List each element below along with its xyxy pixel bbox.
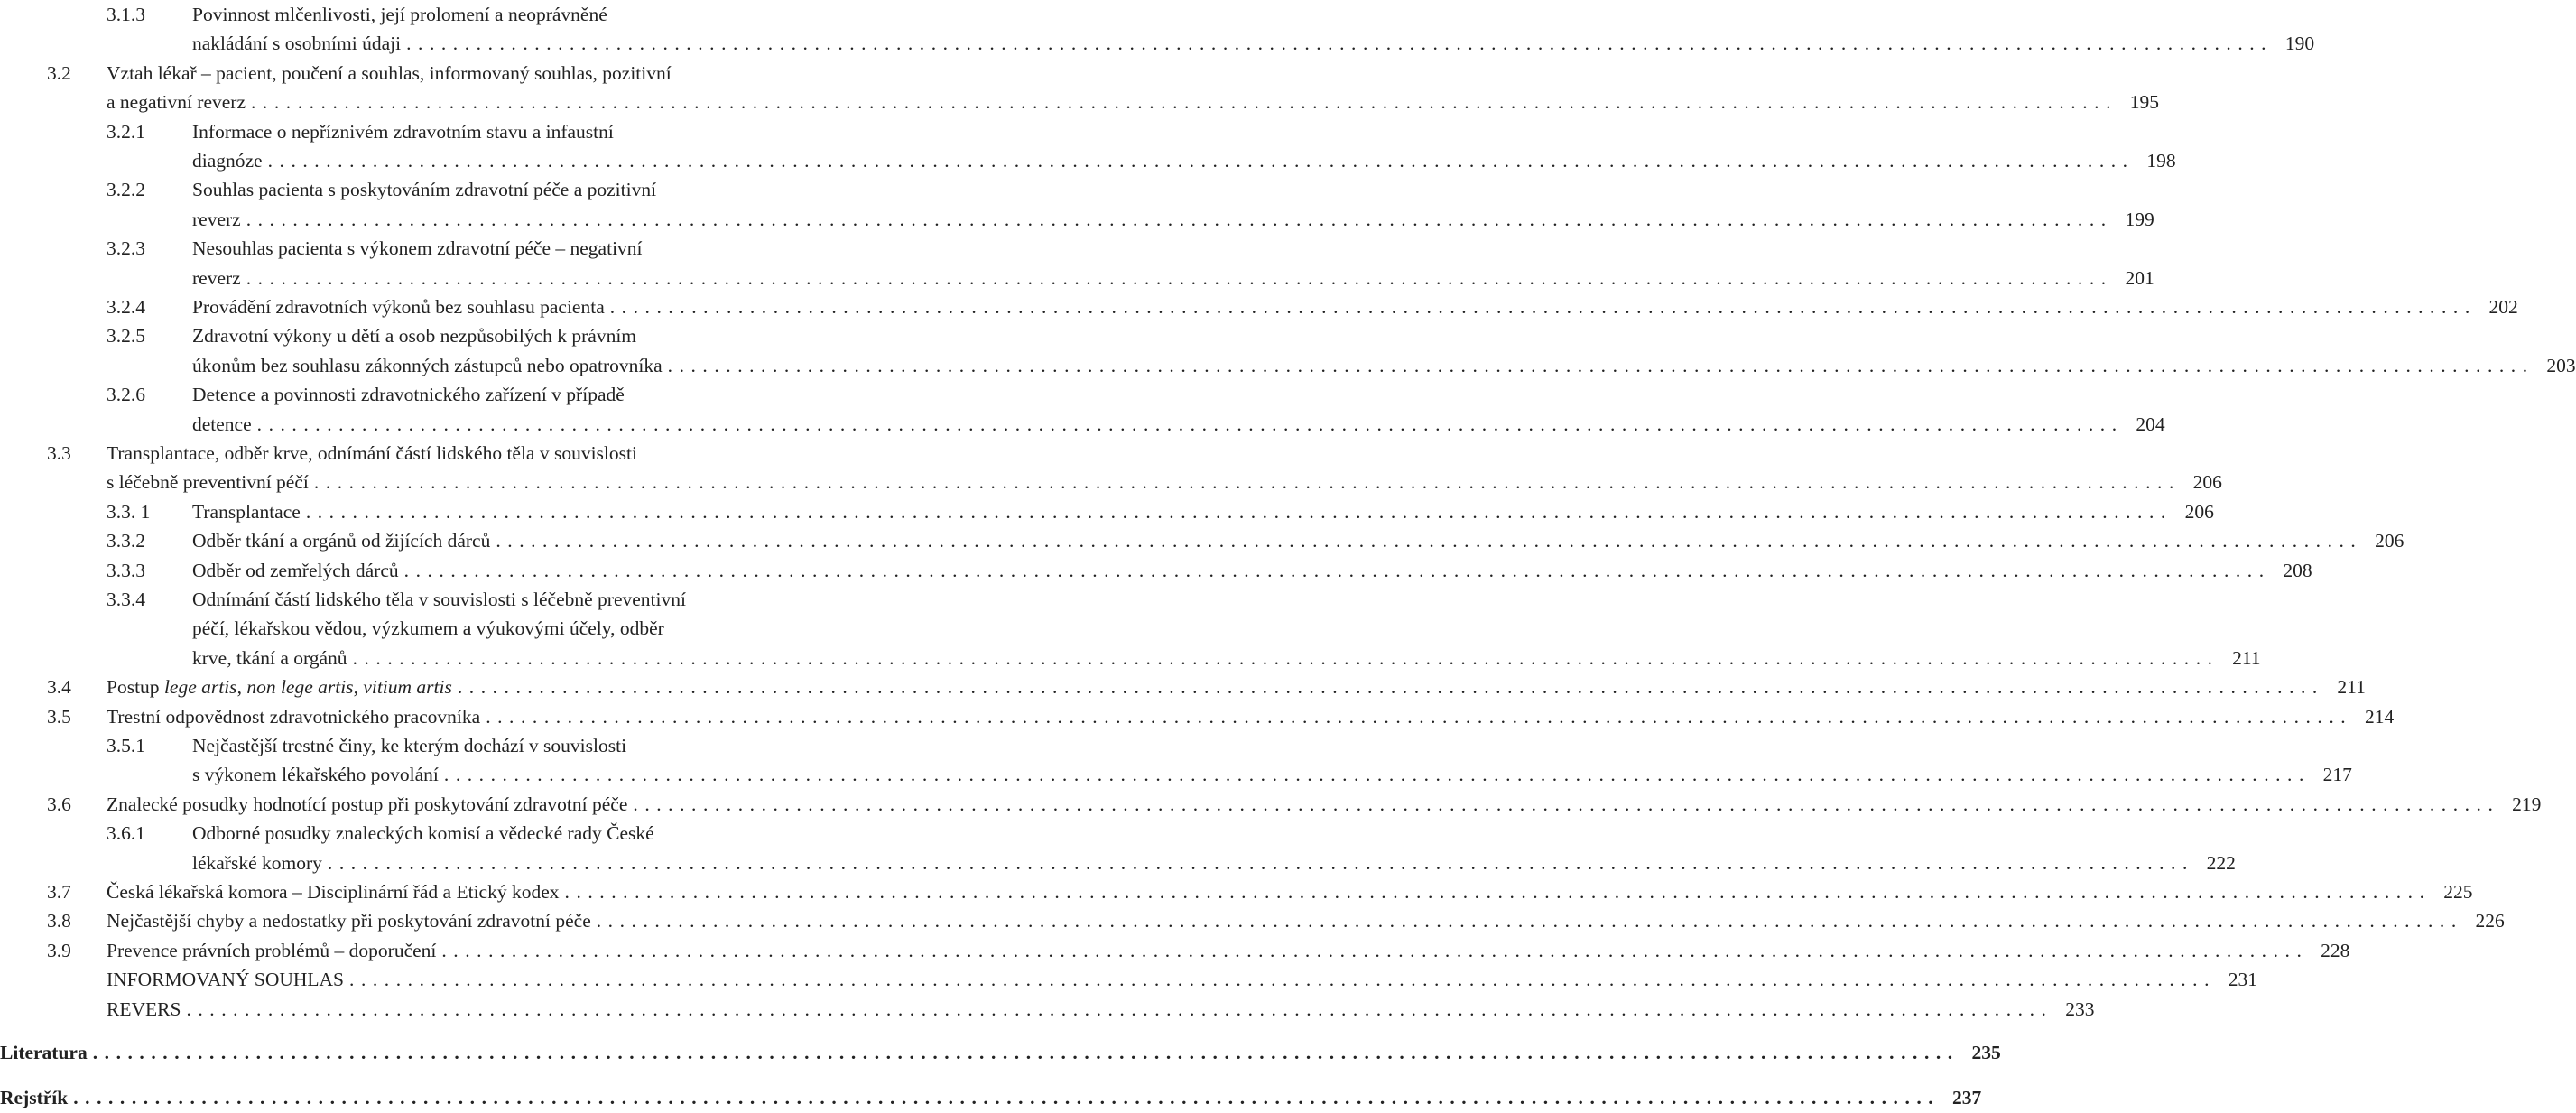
toc-title-italic-segment: vitium artis xyxy=(363,676,452,699)
dot-leader: ................................................................................................................................................................ xyxy=(496,530,2363,552)
toc-entry-title-line xyxy=(107,936,2350,965)
toc-entry-title-line xyxy=(192,351,2576,380)
dot-leader: ................................................................................................................................................................ xyxy=(313,471,2181,494)
toc-title-segment: Povinnost mlčenlivosti, její prolomení a neoprávněné xyxy=(192,4,607,25)
toc-chapter[interactable] xyxy=(0,1083,1982,1112)
toc-title-segment: reverz xyxy=(192,208,241,230)
toc-page-number: 201 xyxy=(2125,266,2154,289)
toc-entry[interactable] xyxy=(0,321,2576,380)
toc-title-segment: Nejčastější chyby a nedostatky při poskytování zdravotní péče xyxy=(107,910,591,932)
toc-title-segment: Rejstřík xyxy=(0,1087,69,1109)
toc-entry[interactable] xyxy=(0,0,2315,59)
toc-entry-number: 3.9 xyxy=(47,939,71,961)
toc-page-number: 199 xyxy=(2125,208,2154,230)
toc-title-italic-segment: lege artis xyxy=(163,676,237,699)
toc-page-number: 233 xyxy=(2065,997,2095,1020)
toc-page-number: 231 xyxy=(2228,969,2258,991)
toc-entry-title xyxy=(107,995,181,1024)
toc-page-number: 206 xyxy=(2192,471,2222,494)
toc-title-segment: Odběr tkání a orgánů od žijících dárců xyxy=(192,530,491,552)
toc-entry-title xyxy=(107,936,436,965)
toc-page-number: 237 xyxy=(1951,1087,1982,1109)
toc-title-segment: , xyxy=(353,676,364,699)
toc-entry[interactable] xyxy=(0,672,2366,701)
dot-leader: ................................................................................................................................................................ xyxy=(251,91,2117,114)
toc-entry-title xyxy=(192,29,401,58)
toc-title-segment: nakládání s osobními údaji xyxy=(192,32,402,55)
toc-entry-title xyxy=(0,1038,88,1067)
toc-title-segment: INFORMOVANÝ SOUHLAS xyxy=(107,969,345,991)
toc-entry-title xyxy=(107,965,344,994)
toc-entry-number: 3.2 xyxy=(47,61,71,84)
toc-entry[interactable] xyxy=(0,995,2095,1024)
toc-entry-number: 3.3.3 xyxy=(107,559,145,581)
dot-leader: ................................................................................................................................................................ xyxy=(633,793,2500,815)
toc-entry[interactable] xyxy=(0,526,2405,555)
dot-leader: ................................................................................................................................................................ xyxy=(305,500,2173,523)
toc-title-segment: Transplantace, odběr krve, odnímání částí lidského těla v souvislosti xyxy=(107,442,637,464)
toc-page-number: 228 xyxy=(2321,939,2350,961)
toc-page-number: 226 xyxy=(2475,910,2505,932)
toc-entry-title-line xyxy=(192,731,863,760)
toc-entry-title xyxy=(107,672,452,701)
toc-entry-title-line xyxy=(192,614,863,643)
toc-entry-title-line xyxy=(192,321,863,350)
toc-title-segment: Detence a povinnosti zdravotnického zařízení v případě xyxy=(192,384,625,406)
toc-entry[interactable] xyxy=(0,292,2518,321)
dot-leader: ................................................................................................................................................................ xyxy=(352,646,2219,669)
toc-chapter[interactable] xyxy=(0,1038,2001,1067)
toc-page-number: 219 xyxy=(2512,793,2542,815)
toc-page-number: 198 xyxy=(2146,149,2176,172)
dot-leader: ................................................................................................................................................................ xyxy=(403,559,2271,581)
dot-leader: ................................................................................................................................................................ xyxy=(457,676,2324,699)
toc-title-segment: Trestní odpovědnost zdravotnického pracovníka xyxy=(107,705,481,728)
dot-leader: ................................................................................................................................................................ xyxy=(256,413,2124,435)
toc-page-number: 214 xyxy=(2364,705,2395,728)
toc-entry-number: 3.4 xyxy=(47,676,71,699)
toc-title-segment: Znalecké posudky hodnotící postup při poskytování zdravotní péče xyxy=(107,793,628,815)
dot-leader: ................................................................................................................................................................ xyxy=(443,764,2311,786)
toc-entry[interactable] xyxy=(0,790,2542,819)
toc-entry[interactable] xyxy=(0,175,2154,234)
toc-entry[interactable] xyxy=(0,731,2352,790)
toc-entry-title xyxy=(107,88,246,116)
toc-entry[interactable] xyxy=(0,234,2154,292)
toc-entry[interactable] xyxy=(0,936,2350,965)
toc-entry-number: 3.6 xyxy=(47,793,71,815)
toc-entry-number: 3.2.5 xyxy=(107,325,145,348)
toc-page-number: 211 xyxy=(2232,646,2261,669)
toc-entry-title-line xyxy=(192,292,2518,321)
toc-title-segment: lékařské komory xyxy=(192,851,322,874)
dot-leader: ................................................................................................................................................................ xyxy=(92,1042,1960,1063)
toc-entry[interactable] xyxy=(0,497,2214,526)
toc-title-segment: REVERS xyxy=(107,997,181,1020)
toc-entry-title-line xyxy=(192,497,2214,526)
toc-entry-number: 3.2.1 xyxy=(107,120,145,143)
dot-leader: ................................................................................................................................................................ xyxy=(246,266,2113,289)
toc-entry-title xyxy=(192,146,263,175)
toc-entry[interactable] xyxy=(0,585,2261,672)
toc-entry-title xyxy=(192,292,605,321)
toc-entry-title-line xyxy=(107,877,2473,906)
toc-entry-title-line xyxy=(0,1038,2001,1067)
toc-entry-title-line xyxy=(192,819,863,848)
toc-title-segment: Odnímání částí lidského těla v souvislosti s léčebně preventivní xyxy=(192,589,686,610)
toc-entry-title xyxy=(0,1083,68,1112)
toc-entry[interactable] xyxy=(0,819,2236,877)
dot-leader: ................................................................................................................................................................ xyxy=(609,296,2477,318)
toc-page-number: 190 xyxy=(2284,32,2315,55)
toc-entry-number: 3.3. 1 xyxy=(107,500,151,523)
dot-leader: ................................................................................................................................................................ xyxy=(186,997,2053,1020)
toc-page-number: 206 xyxy=(2375,530,2405,552)
toc-title-segment: Zdravotní výkony u dětí a osob nezpůsobilých k právním xyxy=(192,325,637,348)
toc-entry-title-line xyxy=(0,1083,1982,1112)
toc-entry[interactable] xyxy=(0,117,2176,176)
toc-entry-title-line xyxy=(192,264,2154,292)
toc-entry-title-line xyxy=(107,906,2505,935)
toc-entry-title-line xyxy=(192,146,2176,175)
dot-leader: ................................................................................................................................................................ xyxy=(73,1087,1941,1109)
toc-entry-title-line xyxy=(192,585,863,614)
toc-entry-title xyxy=(192,760,439,789)
toc-title-segment: Souhlas pacienta s poskytováním zdravotní péče a pozitivní xyxy=(192,179,657,201)
toc-entry-title-line xyxy=(192,526,2405,555)
toc-entry-title-line xyxy=(192,849,2236,877)
toc-title-segment: Vztah lékař – pacient, poučení a souhlas, informovaný souhlas, pozitivní xyxy=(107,61,672,84)
toc-entry-title xyxy=(192,526,490,555)
toc-entry-title xyxy=(107,906,591,935)
toc-entry-title-line xyxy=(192,380,863,409)
toc-title-segment: a negativní reverz xyxy=(107,91,246,114)
toc-entry-title xyxy=(107,790,627,819)
toc-entry-title xyxy=(192,497,301,526)
toc-entry-title-line xyxy=(192,234,863,263)
toc-entry[interactable] xyxy=(0,702,2395,731)
toc-page-number: 235 xyxy=(1971,1042,2001,1063)
toc-entry-number: 3.2.2 xyxy=(107,179,145,201)
toc-entry-title xyxy=(107,702,480,731)
toc-entry-number: 3.3 xyxy=(47,442,71,464)
toc-entry-title xyxy=(192,410,252,439)
toc-entry-title xyxy=(192,849,322,877)
toc-title-segment: s léčebně preventivní péčí xyxy=(107,471,309,494)
toc-entry[interactable] xyxy=(0,439,2222,497)
toc-entry[interactable] xyxy=(0,906,2505,935)
toc-entry-title-line xyxy=(107,965,2258,994)
toc-entry[interactable] xyxy=(0,59,2159,117)
toc-entry-title-line xyxy=(192,29,2315,58)
toc-entry-title-line xyxy=(107,468,2222,496)
toc-page-number: 203 xyxy=(2546,354,2576,376)
toc-entry-number: 3.8 xyxy=(47,910,71,932)
dot-leader: ................................................................................................................................................................ xyxy=(596,910,2463,932)
toc-entry-title-line xyxy=(107,439,863,468)
toc-entry-number: 3.5.1 xyxy=(107,735,145,756)
toc-page-number: 225 xyxy=(2443,881,2473,903)
toc-title-segment: úkonům bez souhlasu zákonných zástupců nebo opatrovníka xyxy=(192,354,663,376)
toc-title-segment: Postup xyxy=(107,676,164,699)
toc-title-segment: Transplantace xyxy=(192,500,301,523)
toc-title-segment: Nejčastější trestné činy, ke kterým dochází v souvislosti xyxy=(192,735,627,756)
toc-entry-title-line xyxy=(192,556,2312,585)
toc-entry-number: 3.3.4 xyxy=(107,589,145,610)
toc-entry-number: 3.7 xyxy=(47,881,71,903)
toc-title-segment: , xyxy=(236,676,247,699)
toc-title-segment: detence xyxy=(192,413,252,435)
toc-page-number: 217 xyxy=(2322,764,2352,786)
toc-entry-title-line xyxy=(107,88,2159,116)
dot-leader: ................................................................................................................................................................ xyxy=(349,969,2217,991)
toc-entry-title-line xyxy=(192,644,2261,672)
toc-page-number: 211 xyxy=(2337,676,2366,699)
toc-entry-title-line xyxy=(192,117,863,146)
dot-leader: ................................................................................................................................................................ xyxy=(267,149,2135,172)
toc-entry[interactable] xyxy=(0,877,2473,906)
toc-entry-title xyxy=(192,351,663,380)
toc-entry-title xyxy=(107,877,560,906)
toc-page-number: 222 xyxy=(2206,851,2236,874)
dot-leader: ................................................................................................................................................................ xyxy=(406,32,2274,55)
toc-title-segment: Nesouhlas pacienta s výkonem zdravotní péče – negativní xyxy=(192,237,643,260)
toc-title-segment: Odběr od zemřelých dárců xyxy=(192,559,399,581)
toc-entry-title-line xyxy=(107,59,863,88)
toc-entry-number: 3.2.4 xyxy=(107,296,145,318)
toc-page-number: 202 xyxy=(2488,296,2518,318)
toc-page-number: 195 xyxy=(2129,91,2159,114)
toc-title-segment: diagnóze xyxy=(192,149,263,172)
dot-leader: ................................................................................................................................................................ xyxy=(667,354,2534,376)
toc-title-segment: reverz xyxy=(192,266,241,289)
toc-title-segment: Odborné posudky znaleckých komisí a vědecké rady České xyxy=(192,822,654,845)
dot-leader: ................................................................................................................................................................ xyxy=(441,939,2309,961)
dot-leader: ................................................................................................................................................................ xyxy=(486,705,2353,728)
toc-entry-title-line xyxy=(107,995,2095,1024)
toc-entry[interactable] xyxy=(0,556,2312,585)
toc-entry-title xyxy=(107,468,309,496)
toc-title-segment: Provádění zdravotních výkonů bez souhlasu pacienta xyxy=(192,296,605,318)
toc-page-number: 208 xyxy=(2283,559,2312,581)
toc-title-segment: Literatura xyxy=(0,1042,88,1063)
toc-entry-number: 3.2.6 xyxy=(107,384,145,406)
toc-entry-title-line xyxy=(192,0,863,29)
toc-title-segment: péčí, lékařskou vědou, výzkumem a výukovými účely, odběr xyxy=(192,617,664,640)
toc-page-number: 204 xyxy=(2136,413,2165,435)
toc-entry-title-line xyxy=(192,410,2165,439)
toc-title-segment: Česká lékařská komora – Disciplinární řád a Etický kodex xyxy=(107,881,560,903)
toc-entry-title xyxy=(192,264,241,292)
toc-entry-number: 3.6.1 xyxy=(107,822,145,845)
toc-entry-title xyxy=(192,556,399,585)
toc-entry-title-line xyxy=(107,790,2542,819)
toc-entry-title xyxy=(192,644,347,672)
toc-entry-number: 3.2.3 xyxy=(107,237,145,260)
toc-title-italic-segment: non lege artis xyxy=(246,676,354,699)
toc-entry[interactable] xyxy=(0,965,2258,994)
toc-entry-title xyxy=(192,205,241,234)
toc-entry-title-line xyxy=(192,175,863,204)
toc-title-segment: Prevence právních problémů – doporučení xyxy=(107,939,437,961)
toc-entry-title-line xyxy=(192,205,2154,234)
dot-leader: ................................................................................................................................................................ xyxy=(564,881,2432,903)
toc-page-number: 206 xyxy=(2184,500,2214,523)
toc-entry-number: 3.3.2 xyxy=(107,530,145,552)
toc-entry-title-line xyxy=(192,760,2352,789)
toc-title-segment: krve, tkání a orgánů xyxy=(192,646,347,669)
toc-entry[interactable] xyxy=(0,380,2165,439)
toc-title-segment: Informace o nepříznivém zdravotním stavu a infaustní xyxy=(192,120,614,143)
toc-entry-number: 3.5 xyxy=(47,705,71,728)
toc-entry-title-line xyxy=(107,702,2395,731)
toc-entry-number: 3.1.3 xyxy=(107,4,145,25)
toc-entry-title-line xyxy=(107,672,2366,701)
toc-title-segment: s výkonem lékařského povolání xyxy=(192,764,439,786)
dot-leader: ................................................................................................................................................................ xyxy=(327,851,2194,874)
dot-leader: ................................................................................................................................................................ xyxy=(246,208,2113,230)
